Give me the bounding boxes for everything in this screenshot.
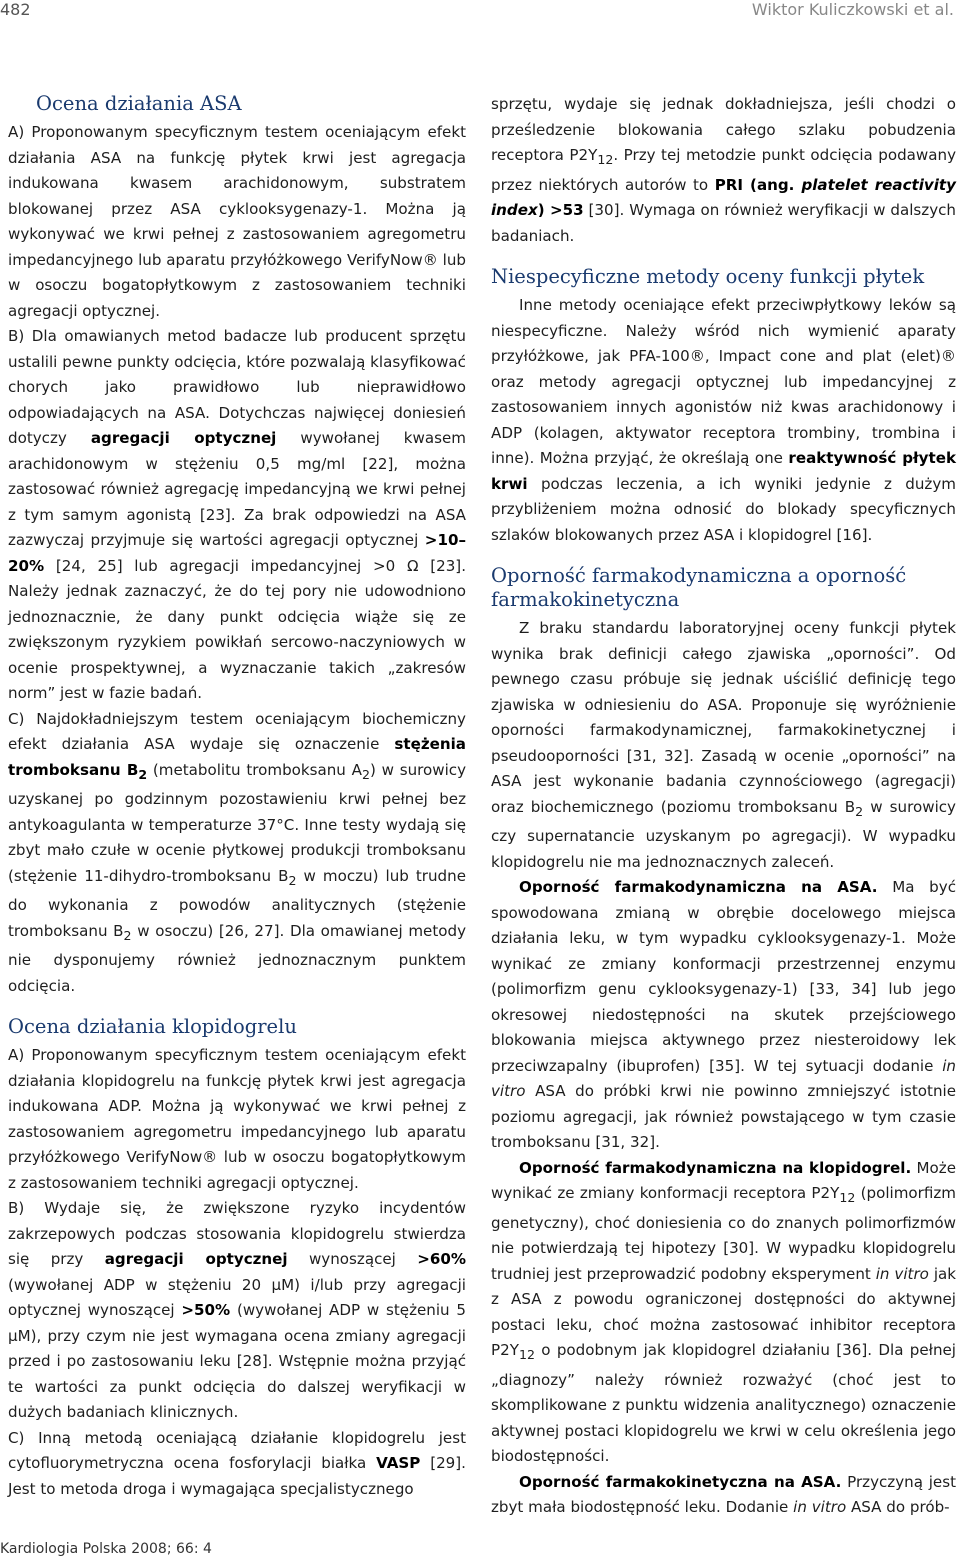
opornosc-paragraph-2: Oporność farmakodynamiczna na ASA. Ma być spowodowana zmianą w obrębie docelowego miejsca działania leku, w tym wypadku cyklooksygenazy-1. Może wynikać ze zmiany konformacji przestrzennej enzymu (polimorfizm genu cyklooksygenazy-1) [33, 34] lub jego okresowej niedostępności na skutek przejściowego blokowania miejsca aktywnego przez niesteroidowy lek przeciwzapalny (ibuprofen) [35]. W tej sytuacji dodanie in vitro ASA do próbki krwi nie powinno zmniejszyć istotnie poziomu agregacji, jak również powstającego w tym czasie tromboksanu [31, 32]. xyxy=(491,878,956,1152)
running-head: Wiktor Kuliczkowski et al. xyxy=(751,0,954,19)
opornosc-paragraph-3: Oporność farmakodynamiczna na klopidogrel. Może wynikać ze zmiany konformacji receptora $P2Y_{12}$ (polimorfizm genetyczny), choć doniesienia co do znanych polimorfizmów nie potwierdzają tej hipotezy [30]. W wypadku klopidogrelu trudniej jest przeprowadzić podobny eksperyment in vitro jak z ASA z powodu ograniczonej dostępności do aktywnej postaci leku, choć można zastosować inhibitor receptora $P2Y_{12}$ o podobnym jak klopidogrel działaniu [36]. Dla pełnej „diagnozy” należy również rozważyć (choć jest to skomplikowane z punktu widzenia analitycznego) oznaczenie aktywnej postaci klopidogrelu we krwi w celu określenia jego biodostępności. xyxy=(491,1158,957,1466)
asa-item-b: B) Dla omawianych metod badacze lub producent sprzętu ustalili pewne punkty odcięcia, które pozwalają klasyfikować chorych jako prawidłowo lub nieprawidłowo odpowiadających na ASA. Dotychczas najwięcej doniesień dotyczy agregacji optycznej wywołanej kwasem arachidonowym w stężeniu 0,5 mg/ml [22], można zastosować również agregację impedancyjną we krwi pełnej z tym samym agonistą [23]. Za brak odpowiedzi na ASA zazwyczaj przyjmuje się wartości agregacji optycznej >10–20% [24, 25] lub agregacji impedancyjnej >0 Ω [23]. Należy jednak zaznaczyć, że do tej pory nie udowodniono jednoznacznie, że dany punkt odcięcia wiąże się ze zwiększonym ryzykiem powikłań sercowo-naczyniowych w ocenie prospektywnej, a wyznaczanie takich „zakresów norm” jest w fazie badań. xyxy=(8,327,466,702)
klop-item-b: B) Wydaje się, że zwiększone ryzyko incydentów zakrzepowych podczas stosowania klopidogrelu stwierdza się przy agregacji optycznej wynoszącej >60% (wywołanej ADP w stężeniu 20 μM) i/lub przy agregacji optycznej wynoszącej >50% (wywołanej ADP w stężeniu 5 μM), przy czym nie jest wymagana ocena zmiany agregacji przed i po zastosowaniu leku [28]. Wstępnie można przyjąć te wartości za punkt odcięcia do dalszej weryfikacji w dużych badaniach klinicznych. xyxy=(8,1199,467,1422)
section-heading-asa: Ocena działania ASA xyxy=(36,92,242,115)
opornosc-paragraph-1: Z braku standardu laboratoryjnej oceny funkcji płytek wynika brak definicji całego zjawiska „oporności”. Od pewnego czasu próbuje się jednak uściślić definicję tego zjawiska w odniesieniu do ASA. Proponuje się wyróżnienie oporności farmakodynamicznej, farmakokinetycznej i pseudooporności [31, 32]. Zasadą w ocenie „oporności” na ASA jest wykonanie badania czynnościowego (agregacji) oraz biochemicznego (poziomu tromboksanu $B_2$ w surowicy czy supernatancie uzyskanym po agregacji). W wypadku klopidogrelu nie ma jednoznacznych zaleceń. xyxy=(491,619,956,871)
page-header xyxy=(0,0,960,24)
klop-item-a: A) Proponowanym specyficznym testem oceniającym efekt działania klopidogrelu na funkcję płytek krwi jest agregacja indukowana ADP. Można ją wykonywać we krwi pełnej z zastosowaniem agregometru impedancyjnego lub aparatu przyłóżkowego VerifyNow® lub w osoczu bogatopłytkowym z zastosowaniem techniki agregacji optycznej. xyxy=(8,1046,466,1192)
asa-item-a: A) Proponowanym specyficznym testem oceniającym efekt działania ASA na funkcję płytek krwi jest agregacja indukowana kwasem arachidonowym, substratem blokowanej przez ASA cyklooksygenazy-1. Można ją wykonywać we krwi pełnej z zastosowaniem agregometru impedancyjnego lub aparatu przyłóżkowego VerifyNow® lub w osoczu bogatopłytkowym z zastosowaniem techniki agregacji optycznej. xyxy=(8,123,466,320)
continued-paragraph: sprzętu, wydaje się jednak dokładniejsza, jeśli chodzi o prześledzenie blokowania całego szlaku pobudzenia receptora $P2Y_{12}$. Przy tej metodzie punkt odcięcia podawany przez niektórych autorów to PRI (ang. platelet reactivity index) >53 [30]. Wymaga on również weryfikacji w dalszych badaniach. xyxy=(491,95,957,245)
niespecyficzne-paragraph: Inne metody oceniające efekt przeciwpłytkowy leków są niespecyficzne. Należy wśród nich wymienić aparaty przyłóżkowe, jak PFA-100®, Impact cone and plat (elet)® oraz metody agregacji optycznej lub impedancyjnej z zastosowaniem innych agonistów niż kwas arachidonowy i ADP (kolagen, aktywator receptora trombiny, trombina i inne). Można przyjąć, że określają one reaktywność płytek krwi podczas leczenia, a ich wyniki jedynie z dużym przybliżeniem można odnosić do blokady specyficznych szlaków blokowanych przez ASA i klopidogrel [16]. xyxy=(491,296,956,544)
section-heading-klopidogrel: Ocena działania klopidogrelu xyxy=(8,1015,297,1039)
asa-item-c: C) Najdokładniejszym testem oceniającym biochemiczny efekt działania ASA wydaje się oznaczenie stężenia tromboksanu $B_2$ (metabolitu tromboksanu $A_2$) w surowicy uzyskanej po godzinnym pozostawieniu krwi pełnej bez antykoagulanta w temperaturze 37°C. Inne testy wydają się zbyt mało czułe w ocenie płytkowej produkcji tromboksanu (stężenie 11-dihydro-tromboksanu $B_2$ w moczu) lub trudne do wykonania z powodów analitycznych (stężenie tromboksanu $B_2$ w osoczu) [26, 27]. Dla omawianej metody nie dysponujemy również jednoznacznym punktem odcięcia. xyxy=(8,709,467,995)
right-column xyxy=(491,92,956,1521)
page-number: 482 xyxy=(0,0,31,19)
journal-footer: Kardiologia Polska 2008; 66: 4 xyxy=(0,1541,212,1557)
left-column xyxy=(8,92,466,1502)
klop-item-c: C) Inną metodą oceniającą działanie klopidogrelu jest cytofluorymetryczna ocena fosforylacji białka VASP [29]. Jest to metoda droga i wymagająca specjalistycznego xyxy=(8,1428,466,1498)
opornosc-paragraph-4: Oporność farmakokinetyczna na ASA. Przyczyną jest zbyt mała biodostępność leku. Dodanie in vitro ASA do prób- xyxy=(491,1472,956,1517)
section-heading-niespecyficzne: Niespecyficzne metody oceny funkcji płytek xyxy=(491,265,925,289)
section-heading-opornosc: Oporność farmakodynamiczna a oporność farmakokinetyczna xyxy=(491,564,907,612)
